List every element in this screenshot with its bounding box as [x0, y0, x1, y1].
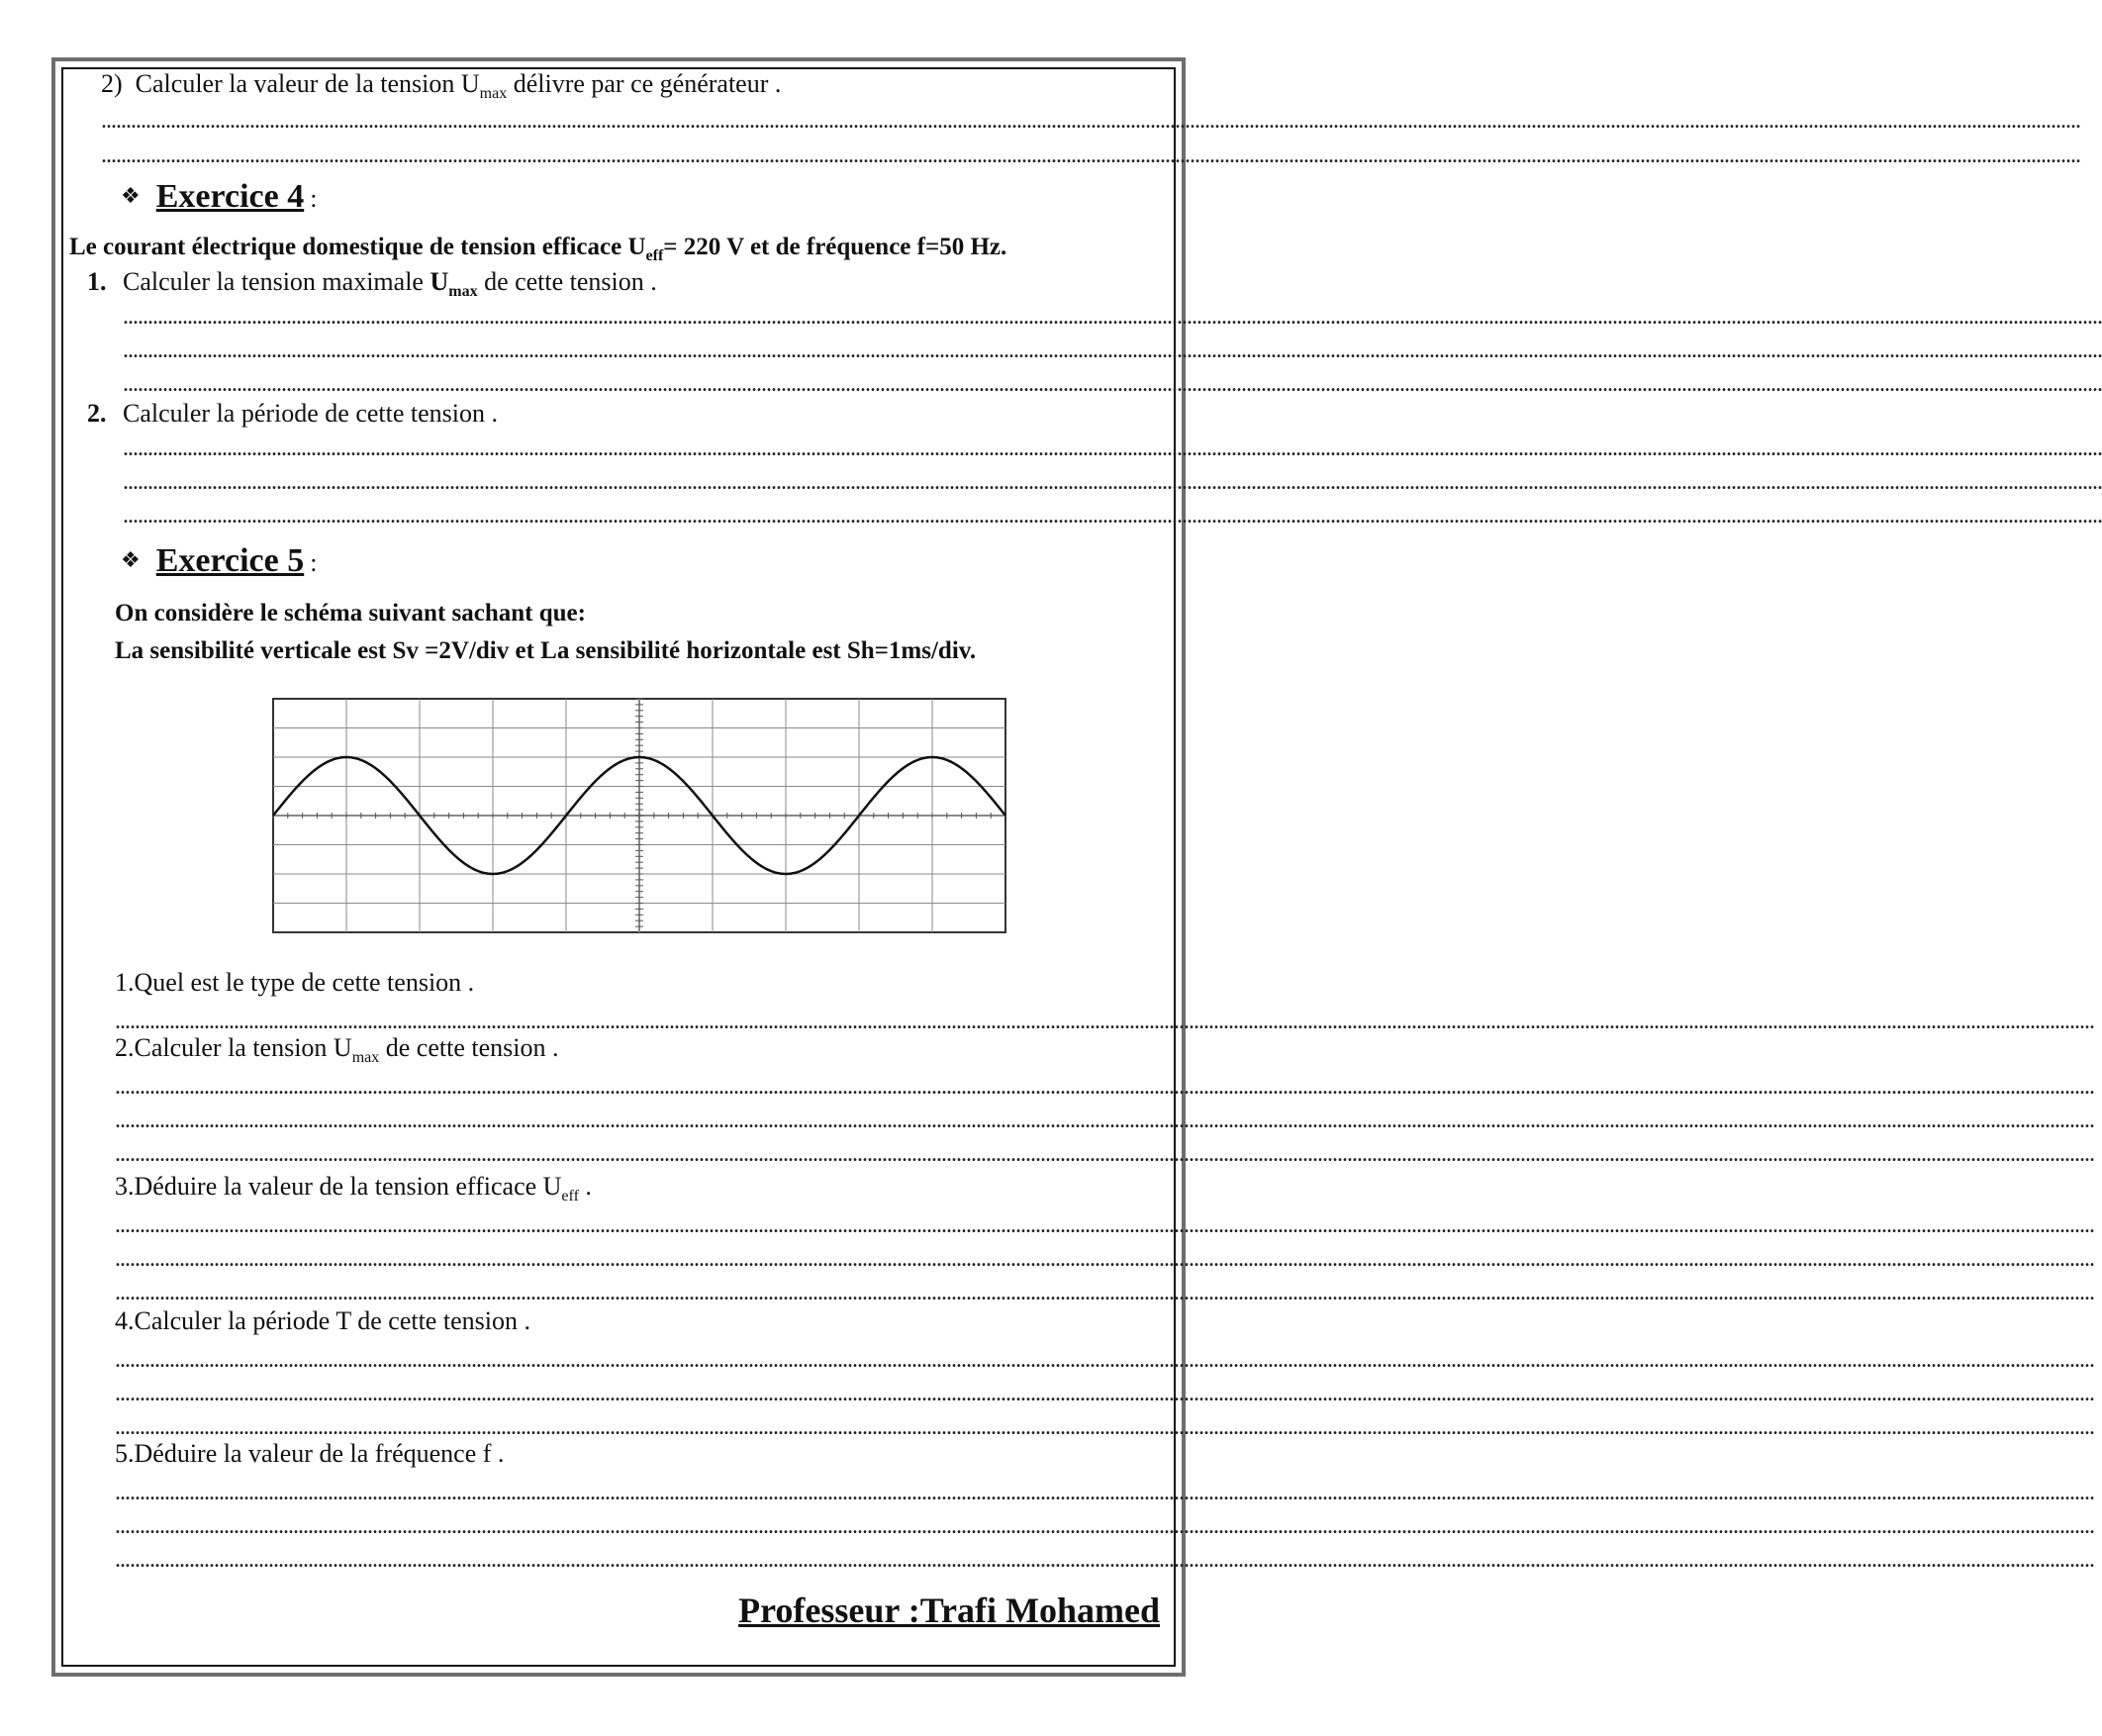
question-number: 2): [101, 69, 123, 98]
exercise-4-intro: Le courant électrique domestique de tension efficace $U_{eff}= 220$ V et de fréquence f=50 Hz.: [69, 234, 1007, 264]
ex5-question-4: 4.Calculer la période T de cette tension .: [115, 1306, 530, 1335]
answer-line: ................................................................................................................................................................................................................................................................................................................................................................................................................: [101, 108, 2080, 134]
ex5-question-2: 2.Calculer la tension $U_{max}$ de cette tension .: [115, 1033, 559, 1067]
answer-line: ................................................................................................................................................................................................................................................................................................................................................................................................................: [115, 1381, 2094, 1406]
answer-line: ................................................................................................................................................................................................................................................................................................................................................................................................................: [123, 503, 2102, 529]
answer-line: ................................................................................................................................................................................................................................................................................................................................................................................................................: [115, 1141, 2094, 1167]
ex4-question-1: 1. Calculer la tension maximale $U_{max}$ de cette tension .: [87, 267, 657, 301]
answer-line: ................................................................................................................................................................................................................................................................................................................................................................................................................: [123, 304, 2102, 330]
ex5-question-3: 3.Déduire la valeur de la tension efficace $U_{eff}$ .: [115, 1172, 592, 1206]
question-number: 3.: [115, 1172, 135, 1201]
exercise-title: Exercice 4: [155, 178, 305, 215]
answer-line: ................................................................................................................................................................................................................................................................................................................................................................................................................: [115, 1547, 2094, 1573]
question-number: 4.: [115, 1306, 135, 1335]
exercise-5-heading: ❖ Exercice 5 :: [121, 542, 318, 579]
answer-line: ................................................................................................................................................................................................................................................................................................................................................................................................................: [115, 1513, 2094, 1539]
answer-line: ................................................................................................................................................................................................................................................................................................................................................................................................................: [115, 1280, 2094, 1305]
professor-signature: Professeur :Trafi Mohamed: [738, 1591, 1160, 1630]
exercise-5-intro-2: La sensibilité verticale est Sv =2V/div et La sensibilité horizontale est Sh=1ms/div.: [115, 637, 977, 664]
answer-line: ................................................................................................................................................................................................................................................................................................................................................................................................................: [123, 371, 2102, 397]
answer-line: ................................................................................................................................................................................................................................................................................................................................................................................................................: [115, 1246, 2094, 1272]
question-number: 1.: [115, 968, 135, 997]
question-number: 2.: [87, 399, 107, 428]
answer-line: ................................................................................................................................................................................................................................................................................................................................................................................................................: [115, 1480, 2094, 1505]
answer-line: ................................................................................................................................................................................................................................................................................................................................................................................................................: [101, 143, 2080, 168]
answer-line: ................................................................................................................................................................................................................................................................................................................................................................................................................: [115, 1009, 2094, 1034]
question-number: 1.: [87, 267, 107, 296]
answer-line: ................................................................................................................................................................................................................................................................................................................................................................................................................: [123, 338, 2102, 363]
answer-line: ................................................................................................................................................................................................................................................................................................................................................................................................................: [115, 1074, 2094, 1100]
exercise-4-heading: ❖ Exercice 4 :: [121, 178, 318, 215]
answer-line: ................................................................................................................................................................................................................................................................................................................................................................................................................: [123, 469, 2102, 495]
question-number: 2.: [115, 1033, 135, 1062]
answer-line: ................................................................................................................................................................................................................................................................................................................................................................................................................: [123, 435, 2102, 461]
oscilloscope-chart: [269, 695, 1009, 936]
ex4-question-2: 2. Calculer la période de cette tension .: [87, 399, 499, 428]
answer-line: ................................................................................................................................................................................................................................................................................................................................................................................................................: [115, 1414, 2094, 1440]
exercise-5-intro-1: On considère le schéma suivant sachant que:: [115, 600, 586, 627]
diamond-bullet-icon: ❖: [121, 183, 141, 208]
answer-line: ................................................................................................................................................................................................................................................................................................................................................................................................................: [115, 1347, 2094, 1373]
answer-line: ................................................................................................................................................................................................................................................................................................................................................................................................................: [115, 1108, 2094, 1133]
exercise-title: Exercice 5: [155, 542, 305, 579]
diamond-bullet-icon: ❖: [121, 547, 141, 572]
ex5-question-1: 1.Quel est le type de cette tension .: [115, 968, 475, 997]
answer-line: ................................................................................................................................................................................................................................................................................................................................................................................................................: [115, 1212, 2094, 1238]
ex5-question-5: 5.Déduire la valeur de la fréquence f .: [115, 1439, 505, 1468]
question-number: 5.: [115, 1439, 135, 1468]
ex3-question-2: 2) Calculer la valeur de la tension $U_{max}$ délivre par ce générateur .: [101, 69, 782, 103]
